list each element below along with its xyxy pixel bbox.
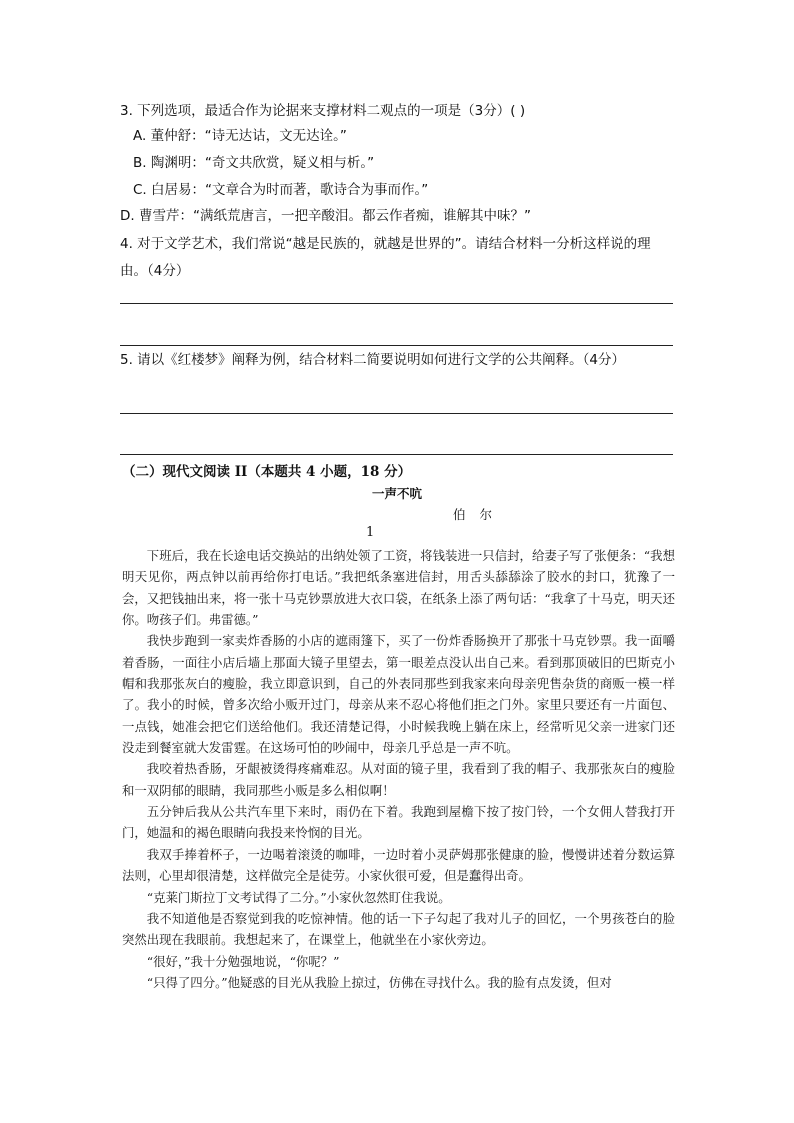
chapter-number: 1 [366,525,375,540]
question-4-line-1: 4. 对于文学艺术，我们常说“越是民族的，就越是世界的”。请结合材料一分析这样说的理 [120,236,651,252]
question-3-option-c: C. 白居易：“文章合为时而著，歌诗合为事而作。” [133,182,429,198]
question-3-option-b: B. 陶渊明：“奇文共欣赏，疑义相与析。” [133,155,375,171]
story-body [122,545,675,993]
story-title: 一声不吭 [371,486,422,501]
story-author: 伯尔 [453,507,507,522]
answer-line [120,454,673,455]
answer-line [120,413,673,414]
question-5-line-1: 5. 请以《红楼梦》阐释为例，结合材料二简要说明如何进行文学的公共阐释。（4分） [120,352,626,368]
question-4-line-2: 由。（4分） [120,263,190,279]
story-paragraph: “克莱门斯拉丁文考试得了二分。”小家伙忽然盯住我说。 [146,889,451,905]
question-3-option-d: D. 曹雪芹：“满纸荒唐言，一把辛酸泪。都云作者痴，谁解其中味？” [120,208,531,224]
story-paragraph: 下班后，我在长途电话交换站的出纳处领了工资，将钱装进一只信封，给妻子写了张便条：“我想明天见你，两点钟以前再给你打电话。”我把纸条塞进信封，用舌头舔舔涂了胶水的封口，犹豫了一会，又把钱抽出来，将一张十马克钞票放进大衣口袋，在纸条上添了两句话：“我拿了十马克，明天还你。吻孩子们。弗雷德。” [122,548,675,628]
story-paragraph: 我不知道他是否察觉到我的吃惊神情。他的话一下子勾起了我对儿子的回忆，一个男孩苍白的脸突然出现在我眼前。我想起来了，在课堂上，他就坐在小家伙旁边。 [122,910,675,948]
answer-line [120,303,673,304]
story-paragraph: 五分钟后我从公共汽车里下来时，雨仍在下着。我跑到屋檐下按了按门铃，一个女佣人替我打开门，她温和的褐色眼睛向我投来怜悯的目光。 [122,804,675,841]
story-paragraph: 我快步跑到一家卖炸香肠的小店的遮雨篷下，买了一份炸香肠换开了那张十马克钞票。我一面嚼着香肠，一面往小店后墙上那面大镜子里望去，第一眼差点没认出自己来。看到那顶破旧的巴斯克小帽和我那张灰白的瘦脸，我立即意识到，自己的外表同那些到我家来向母亲兜售杂货的商贩一模一样了。我小的时候，曾多次给小贩开过门，母亲从来不忍心将他们拒之门外。家里只要还有一片面包、一点钱，她准会把它们送给他们。我还清楚记得，小时候我晚上躺在床上，经常听见父亲一进家门还没走到餐室就大发雷霆。在这场可怕的吵闹中，母亲几乎总是一声不吭。 [122,633,675,756]
section-title: （二）现代文阅读 II（本题共 4 小题，18 分） [122,464,412,480]
story-paragraph: “很好，”我十分勉强地说，“你呢？” [146,953,340,969]
answer-line [120,345,673,346]
question-3-option-a: A. 董仲舒：“诗无达诂，文无达诠。” [133,128,347,144]
question-3-stem: 3. 下列选项，最适合作为论据来支撑材料二观点的一项是（3分）( ) [120,103,526,119]
story-paragraph: 我咬着热香肠，牙龈被烫得疼痛难忍。从对面的镜子里，我看到了我的帽子、我那张灰白的瘦脸和一双阴郁的眼睛，我同那些小贩是多么相似啊！ [122,761,675,798]
story-paragraph: 我双手捧着杯子，一边喝着滚烫的咖啡，一边时着小灵萨姆那张健康的脸，慢慢讲述着分数运算法则，心里却很清楚，这样做完全是徒劳。小家伙很可爱，但是蠢得出奇。 [122,846,675,884]
story-paragraph: “只得了四分。”他疑惑的目光从我脸上掠过，仿佛在寻找什么。我的脸有点发烫，但对 [146,974,612,990]
